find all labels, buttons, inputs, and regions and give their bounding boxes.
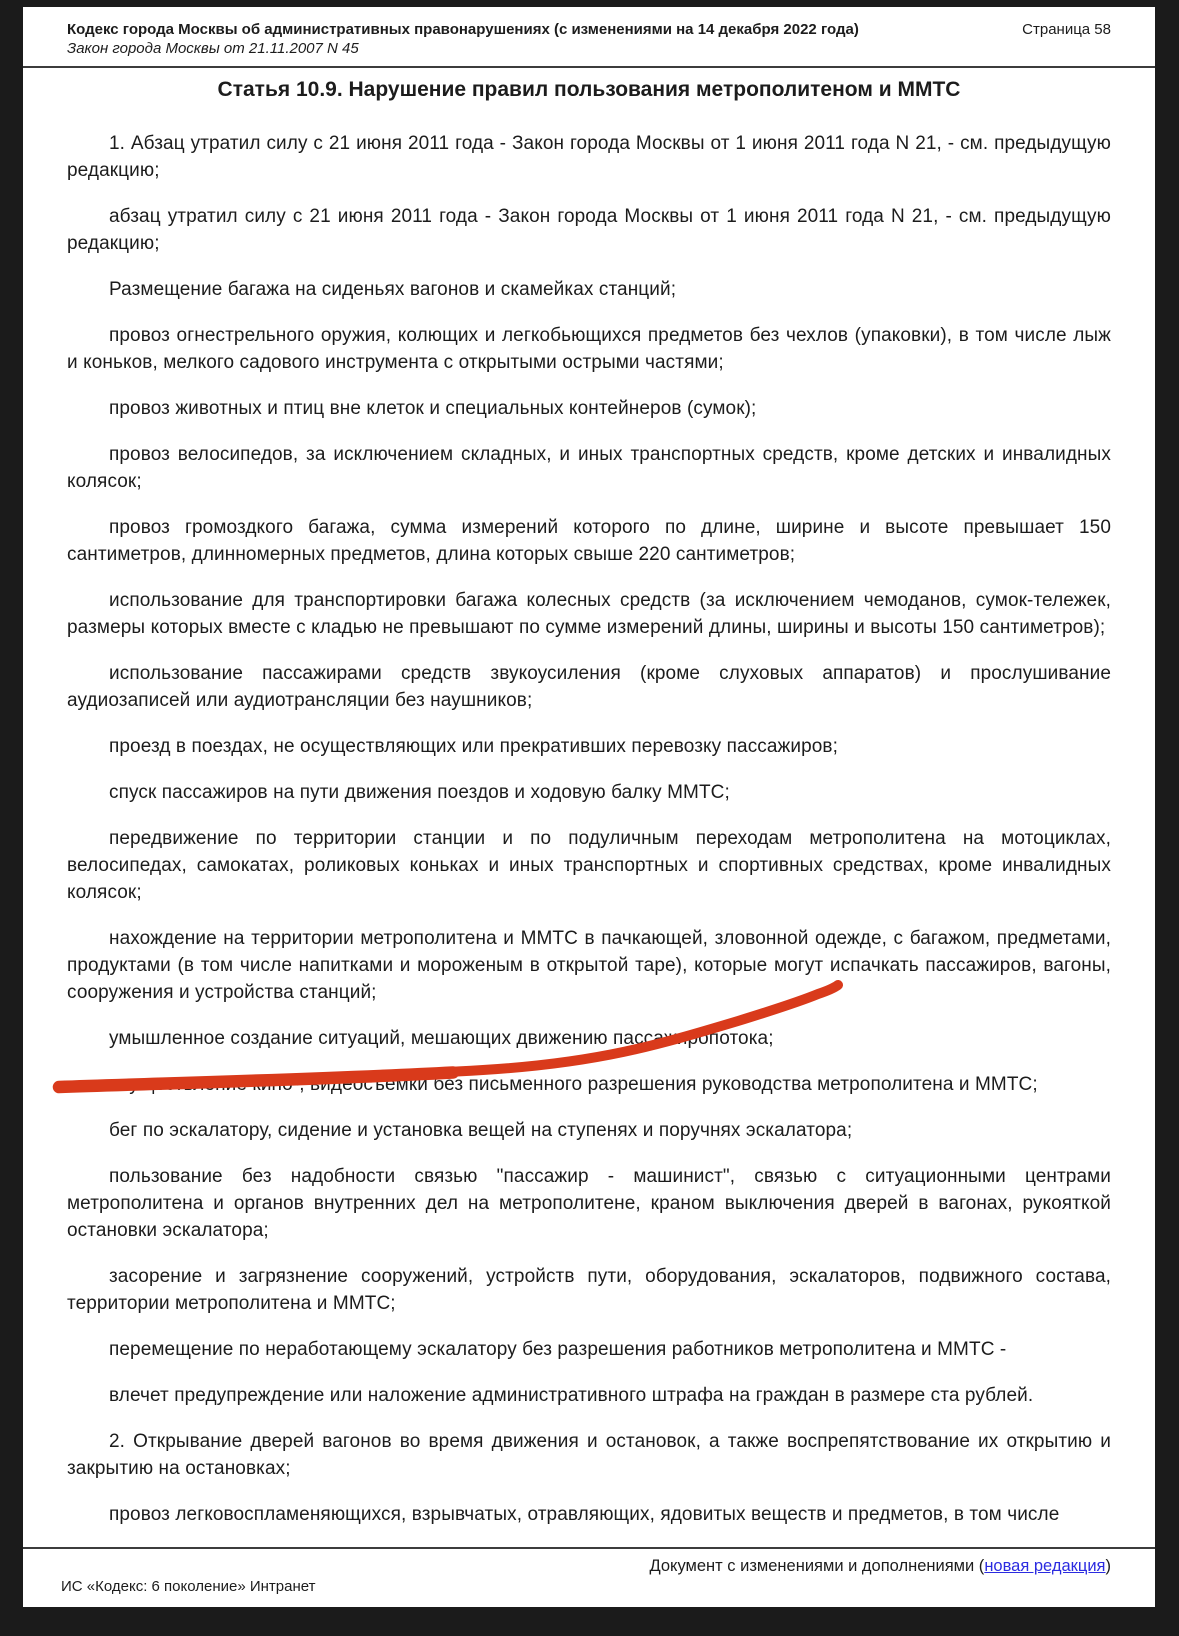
doc-header-subtitle: Закон города Москвы от 21.11.2007 N 45 [67, 40, 359, 57]
article-title: Статья 10.9. Нарушение правил пользования метрополитеном и ММТС [217, 78, 961, 101]
paragraph: влечет предупреждение или наложение административного штрафа на граждан в размере ста рублей. [109, 1385, 1034, 1406]
paragraph: провоз громоздкого багажа, сумма измерений которого по длине, ширине и высоте превышает 150 сантиметров, длинномерных предметов, длина которых свыше 220 сантиметров; [67, 517, 1111, 565]
doc-header-title: Кодекс города Москвы об административных правонарушениях (с изменениями на 14 декабря 2022 года) [67, 21, 859, 38]
paragraph: провоз огнестрельного оружия, колющих и легкобьющихся предметов без чехлов (упаковки), в том числе лыж и коньков, мелкого садового инструмента с открытыми острыми частями; [67, 325, 1111, 373]
paragraph: бег по эскалатору, сидение и установка вещей на ступенях и поручнях эскалатора; [109, 1120, 853, 1141]
paragraph: провоз велосипедов, за исключением складных, и иных транспортных средств, кроме детских и инвалидных колясок; [67, 444, 1111, 492]
footer-note [650, 1556, 1111, 1577]
page-number: Страница 58 [1022, 21, 1111, 38]
paragraph: пользование без надобности связью "пассажир - машинист", связью с ситуационными центрами метрополитена и органов внутренних дел на метрополитене, краном выключения дверей в вагонах, рукояткой остановки эскалатора; [67, 1166, 1111, 1241]
footer-divider [23, 1547, 1155, 1549]
paragraph: перемещение по неработающему эскалатору без разрешения работников метрополитена и ММТС - [109, 1339, 1007, 1360]
paragraph: использование для транспортировки багажа колесных средств (за исключением чемоданов, сумок-тележек, размеры которых вместе с кладью не превышают по сумме измерений длины, ширины и высоты 150 сантиметров); [67, 590, 1111, 638]
paragraph: провоз легковоспламеняющихся, взрывчатых, отравляющих, ядовитых веществ и предметов, в том числе [109, 1504, 1060, 1525]
header-divider [23, 66, 1155, 68]
paragraph: 1. Абзац утратил силу с 21 июня 2011 года - Закон города Москвы от 1 июня 2011 года N 21, - см. предыдущую редакцию; [67, 133, 1111, 181]
paragraph: передвижение по территории станции и по подуличным переходам метрополитена на мотоциклах, велосипедах, самокатах, роликовых коньках и иных транспортных и спортивных средствах, кроме инвалидных колясок; [67, 828, 1111, 903]
document-page [23, 7, 1155, 1607]
doc-header-text [67, 20, 859, 58]
paragraph: использование пассажирами средств звукоусиления (кроме слуховых аппаратов) и прослушивание аудиозаписей или аудиотрансляции без наушников; [67, 663, 1111, 711]
paragraph: спуск пассажиров на пути движения поездов и ходовую балку ММТС; [109, 782, 730, 803]
footer-note-suffix: ) [1105, 1557, 1111, 1575]
footer-note-prefix: Документ с изменениями и дополнениями ( [649, 1557, 985, 1575]
paragraph: проезд в поездах, не осуществляющих или прекративших перевозку пассажиров; [109, 736, 838, 757]
paragraph: нахождение на территории метрополитена и ММТС в пачкающей, зловонной одежде, с багажом, предметами, продуктами (в том числе напитками и мороженым в открытой таре), которые могут испачкать пассажиров, вагоны, сооружения и устройства станций; [67, 928, 1111, 1003]
paragraph: абзац утратил силу с 21 июня 2011 года - Закон города Москвы от 1 июня 2011 года N 21, - см. предыдущую редакцию; [67, 206, 1111, 254]
paragraph: 2. Открывание дверей вагонов во время движения и остановок, а также воспрепятствование их открытию и закрытию на остановках; [67, 1431, 1111, 1479]
paragraph: провоз животных и птиц вне клеток и специальных контейнеров (сумок); [109, 398, 757, 419]
paragraph: Размещение багажа на сиденьях вагонов и скамейках станций; [109, 279, 677, 300]
article-body [23, 103, 1155, 1528]
footer-app-name: ИС «Кодекс: 6 поколение» Интранет [61, 1578, 316, 1595]
doc-header [23, 7, 1155, 58]
paragraph: засорение и загрязнение сооружений, устройств пути, оборудования, эскалаторов, подвижного состава, территории метрополитена и ММТС; [67, 1266, 1111, 1314]
paragraph: умышленное создание ситуаций, мешающих движению пассажиропотока; [109, 1028, 774, 1049]
paragraph: осуществление кино-, видеосъемки без письменного разрешения руководства метрополитена и ММТС; [109, 1074, 1038, 1095]
new-edition-link[interactable]: новая редакция [984, 1557, 1106, 1575]
